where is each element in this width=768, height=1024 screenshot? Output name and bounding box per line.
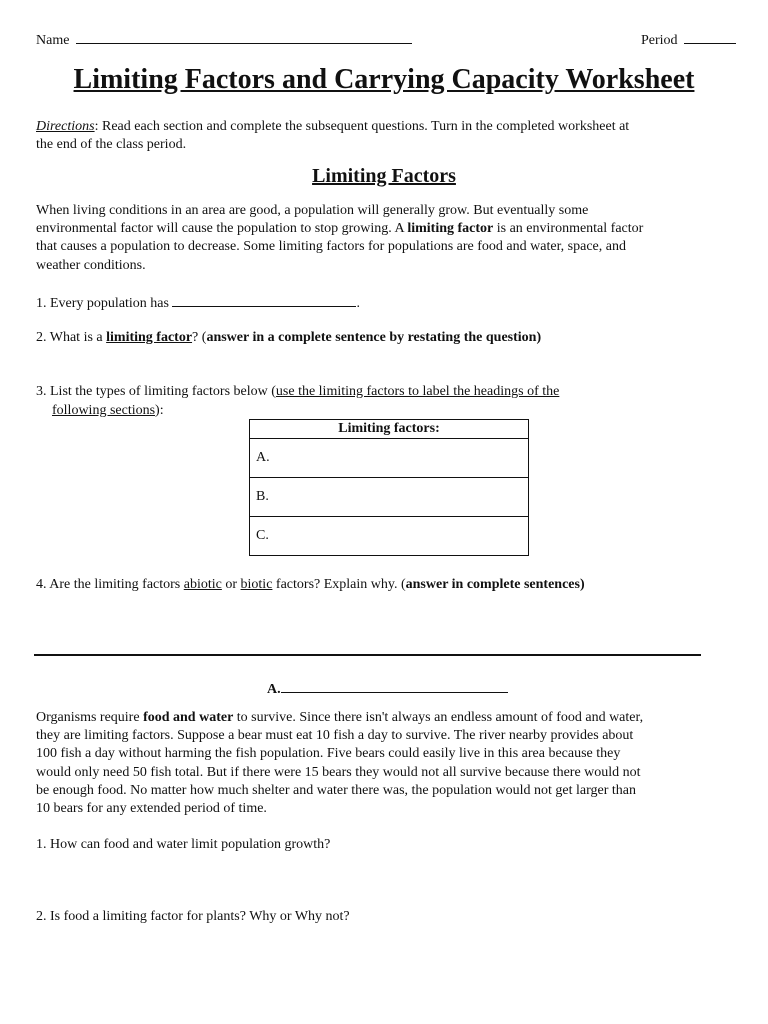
question-4-text: factors? Explain why. (	[272, 577, 406, 592]
period-blank[interactable]	[684, 30, 736, 44]
question-2	[36, 329, 541, 347]
question-4	[36, 576, 585, 594]
abiotic-term: abiotic	[183, 577, 222, 592]
para-line: be enough food. No matter how much shelter and water there was, the population would not get larger than	[36, 782, 637, 798]
para-text: Organisms require	[36, 710, 144, 725]
para-line	[36, 709, 736, 727]
para-line	[36, 220, 736, 238]
worksheet-title: Limiting Factors and Carrying Capacity Worksheet	[73, 64, 695, 95]
section-a-heading	[267, 679, 508, 699]
name-line	[36, 30, 412, 50]
para-text: is an environmental factor	[493, 221, 644, 237]
table-row-b[interactable]: B.	[250, 478, 529, 517]
para-line: that causes a population to decrease. Some limiting factors for populations are food and water, space, and	[36, 239, 626, 255]
name-label: Name	[36, 33, 70, 48]
question-3-instruction-cont: following sections	[52, 403, 156, 418]
food-water-term: food and water	[143, 710, 234, 725]
para-text: to survive. Since there isn't always an endless amount of food and water,	[233, 710, 644, 725]
question-2-text: 2. What is a	[36, 330, 107, 345]
question-1-end: .	[356, 296, 360, 311]
para-line: would only need 50 fish total. But if there were 15 bears they would not all survive because there would not	[36, 764, 641, 780]
question-1-blank[interactable]	[172, 293, 356, 307]
para-line: weather conditions.	[36, 257, 146, 273]
directions	[36, 118, 736, 154]
name-blank[interactable]	[76, 30, 412, 44]
directions-label: Directions	[36, 119, 95, 134]
section-a-blank[interactable]	[281, 679, 508, 693]
question-4-instruction: answer in complete sentences)	[405, 577, 585, 592]
section-a-question-2: 2. Is food a limiting factor for plants? Why or Why not?	[36, 909, 350, 924]
limiting-factor-term: limiting factor	[407, 221, 494, 237]
table-row-a[interactable]: A.	[250, 439, 529, 478]
question-3-end: ):	[155, 403, 164, 418]
section-divider	[34, 654, 701, 656]
question-4-text: or	[221, 577, 241, 592]
table-row-c[interactable]: C.	[250, 517, 529, 556]
para-line: 10 bears for any extended period of time.	[36, 801, 267, 817]
para-line: 100 fish a day without harming the fish population. Five bears could easily live in this area because they	[36, 746, 621, 762]
question-1-text: 1. Every population has	[36, 296, 169, 311]
biotic-term: biotic	[240, 577, 273, 592]
question-2-term: limiting factor	[106, 330, 193, 345]
para-text: environmental factor will cause the population to stop growing. A	[36, 221, 408, 237]
limiting-factors-table	[249, 419, 529, 556]
question-3-instruction: use the limiting factors to label the headings of the	[275, 384, 560, 399]
para-line: When living conditions in an area are good, a population will generally grow. But eventually some	[36, 203, 589, 218]
question-3-text: 3. List the types of limiting factors below (	[36, 384, 276, 399]
period-line	[641, 30, 736, 50]
section-a-question-1: 1. How can food and water limit population growth?	[36, 837, 331, 852]
directions-text-1: : Read each section and complete the subsequent questions. Turn in the completed worksheet at	[94, 119, 630, 134]
question-3-cont	[52, 402, 164, 420]
para-line: they are limiting factors. Suppose a bear must eat 10 fish a day to survive. The river nearby provides about	[36, 728, 634, 744]
directions-text-2: the end of the class period.	[36, 137, 187, 153]
table-header: Limiting factors:	[250, 420, 529, 439]
food-water-paragraph	[36, 709, 736, 818]
question-3	[36, 383, 559, 401]
section-heading-limiting-factors: Limiting Factors	[312, 165, 456, 187]
period-label: Period	[641, 33, 678, 48]
section-a-label: A.	[267, 682, 281, 697]
question-1	[36, 293, 360, 313]
question-2-instruction: answer in a complete sentence by restating the question)	[206, 330, 542, 345]
limiting-factors-paragraph	[36, 202, 736, 275]
question-4-text: 4. Are the limiting factors	[36, 577, 184, 592]
question-2-text: ? (	[192, 330, 207, 345]
